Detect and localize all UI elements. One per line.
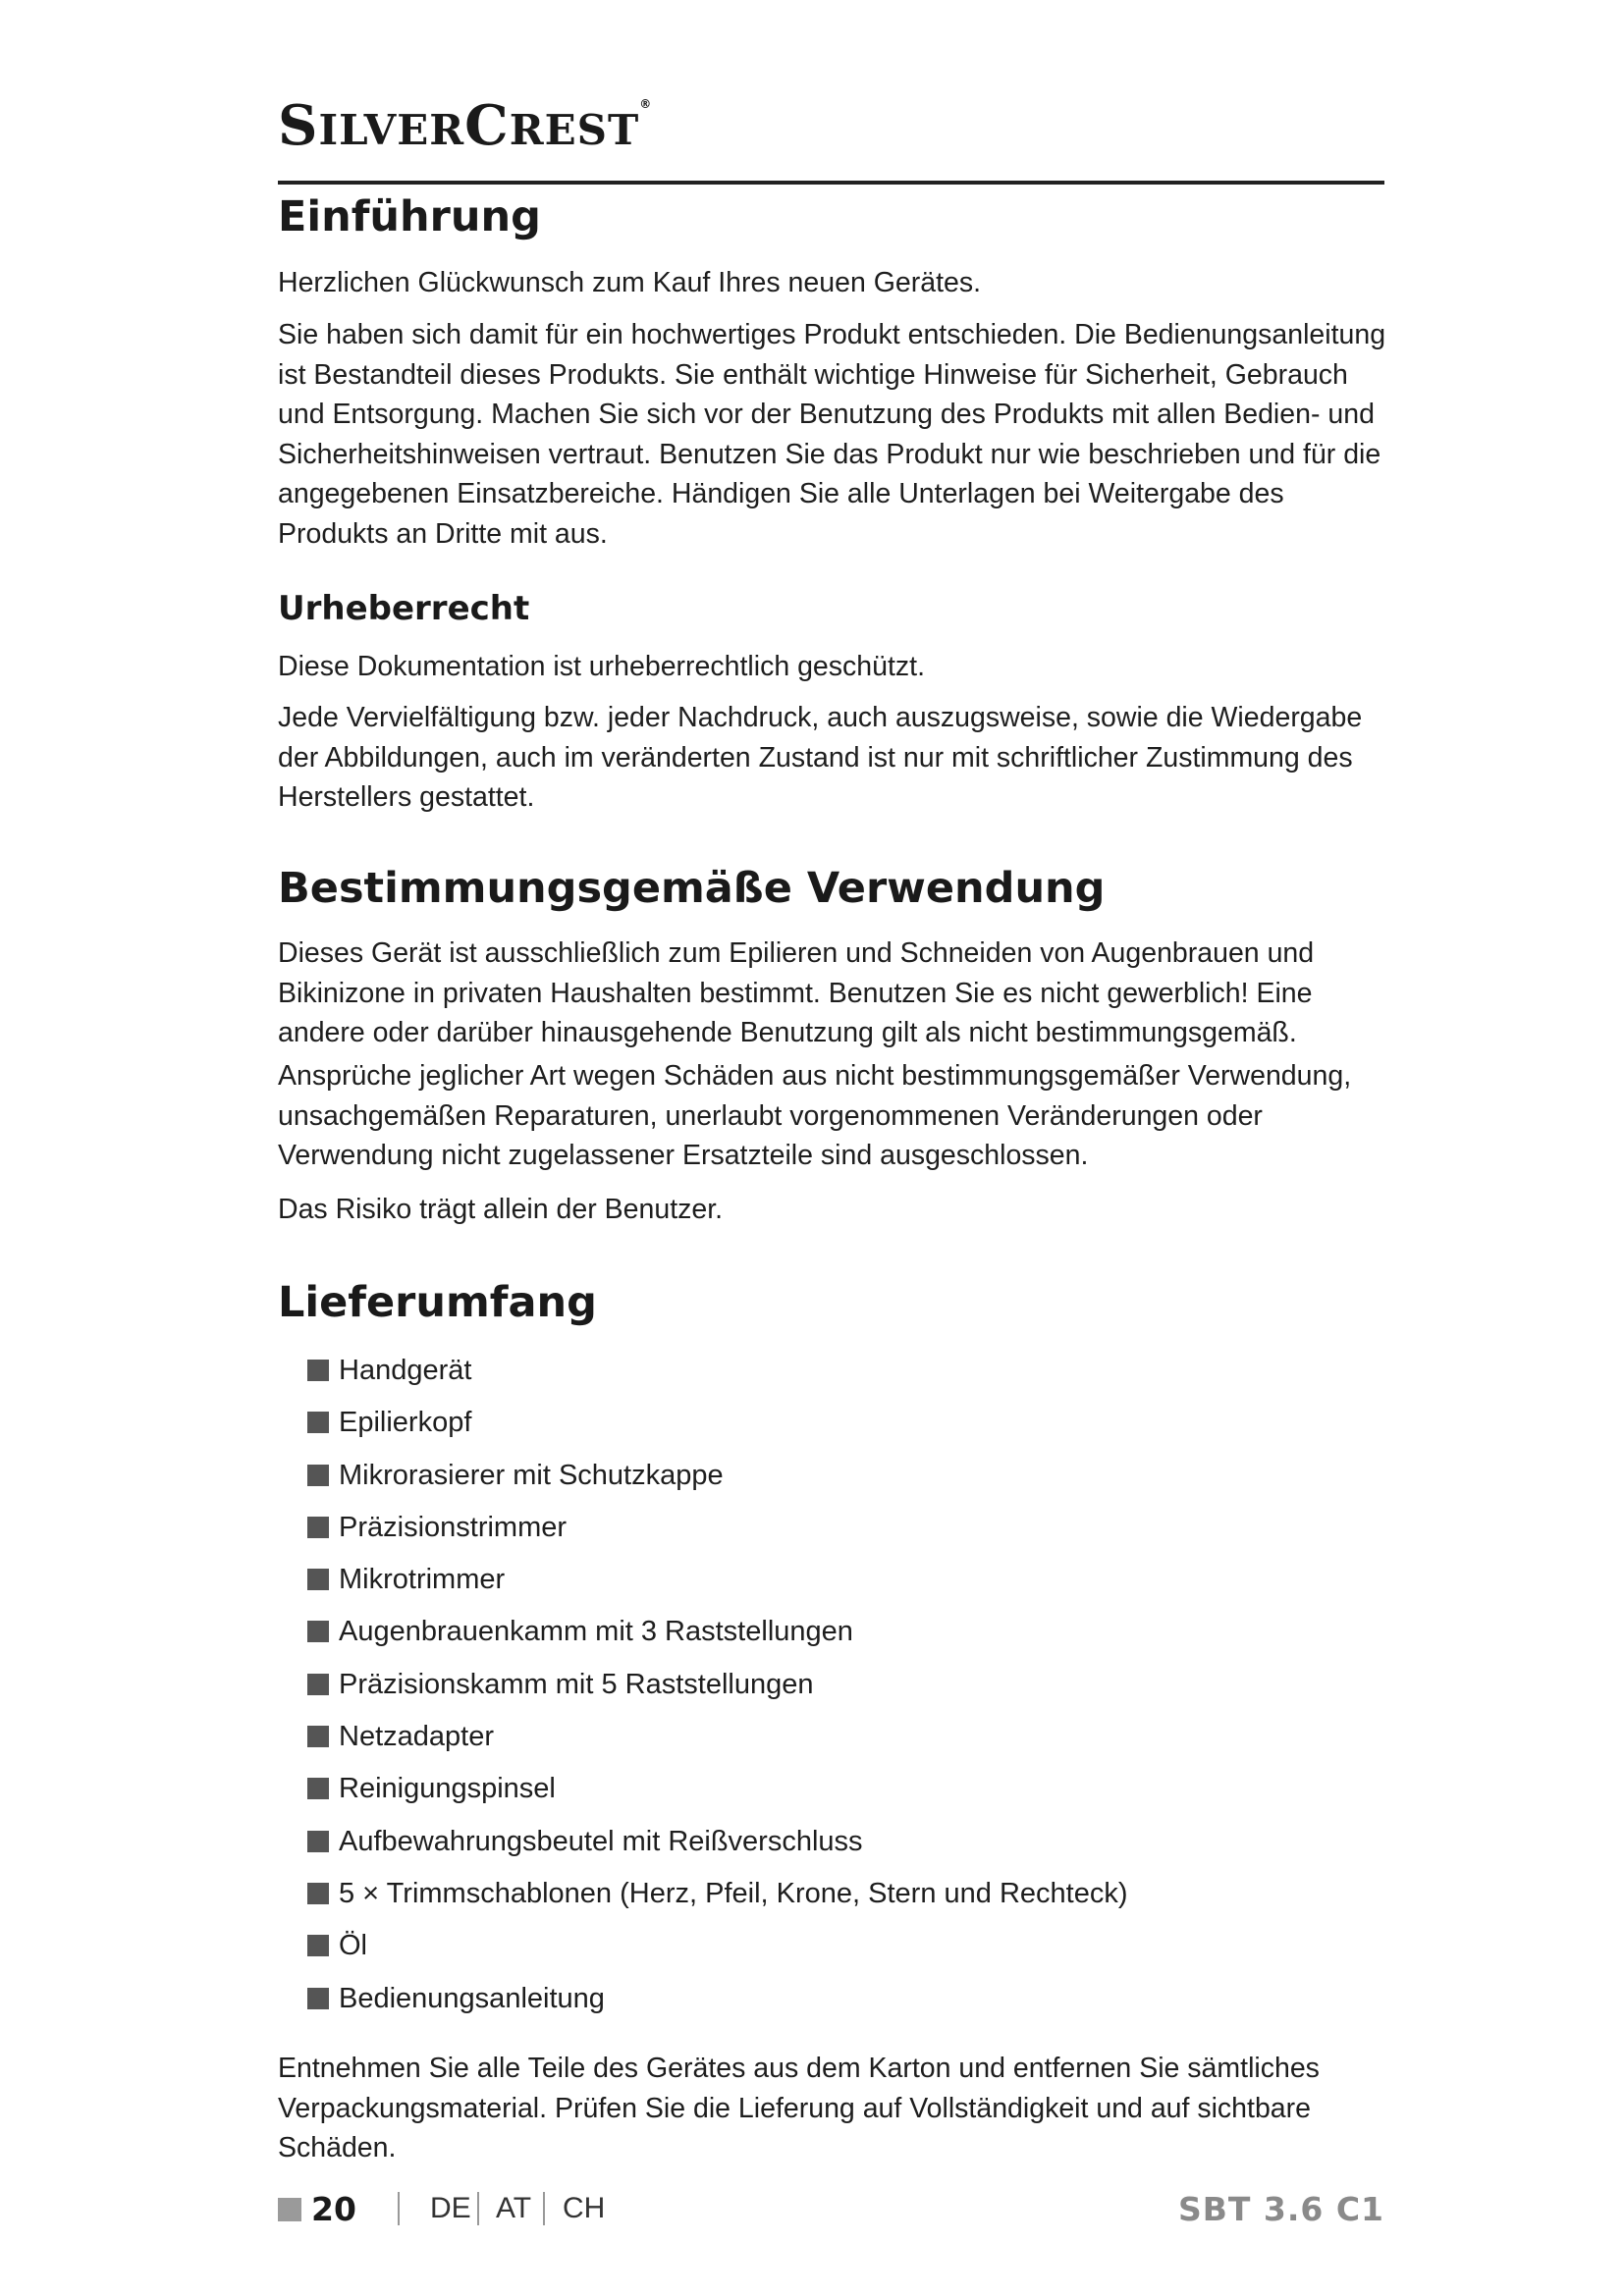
square-bullet-icon <box>307 1621 329 1642</box>
page-footer <box>278 2190 1384 2233</box>
square-bullet-icon <box>307 1988 329 2009</box>
square-bullet-icon <box>307 1360 329 1381</box>
list-item: Handgerät <box>307 1351 1128 1403</box>
square-bullet-icon <box>307 1517 329 1538</box>
brand-logo: SILVERCREST® <box>278 93 653 158</box>
usage-paragraph-3: Das Risiko trägt allein der Benutzer. <box>278 1194 724 1225</box>
copyright-paragraph-2: Jede Vervielfältigung bzw. jeder Nachdruck, auch auszugsweise, sowie die Wiedergabe der Abbildungen, auch im veränderten Zustand ist nur mit schriftlicher Zustimmung des Herstellers gestattet. <box>278 702 1363 814</box>
list-item: Mikrotrimmer <box>307 1560 1128 1612</box>
list-item: Präzisionskamm mit 5 Raststellungen <box>307 1665 1128 1717</box>
section-title-usage: Bestimmungsgemäße Verwendung <box>278 864 1106 913</box>
footer-divider <box>477 2192 479 2225</box>
intro-paragraph-2: Sie haben sich damit für ein hochwertiges Produkt entschieden. Die Bedienungsanleitung ist Bestandteil dieses Produkts. Sie enthält wichtige Hinweise für Sicherheit, Gebrauch und Entsorgung. Machen Sie sich vor der Benutzung des Produkts mit allen Bedien- und Sicherheitshinweisen vertraut. Benutzen Sie das Produkt nur wie beschrieben und für die angegebenen Einsatzbereiche. Händigen Sie alle Unterlagen bei Weitergabe des Produkts an Dritte mit aus. <box>278 319 1386 550</box>
footer-lang-ch: CH <box>563 2192 606 2224</box>
scope-closing-paragraph: Entnehmen Sie alle Teile des Gerätes aus dem Karton und entfernen Sie sämtliches Verpackungsmaterial. Prüfen Sie die Lieferung auf Vollständigkeit und auf sichtbare Schäden. <box>278 2053 1320 2164</box>
model-number: SBT 3.6 C1 <box>1177 2190 1384 2228</box>
copyright-paragraph-1: Diese Dokumentation ist urheberrechtlich geschützt. <box>278 651 925 682</box>
list-item: Aufbewahrungsbeutel mit Reißverschluss <box>307 1822 1128 1874</box>
list-item: Öl <box>307 1926 1128 1978</box>
intro-paragraph-1: Herzlichen Glückwunsch zum Kauf Ihres neuen Gerätes. <box>278 267 982 298</box>
scope-list <box>307 1351 1128 2031</box>
list-item: 5 × Trimmschablonen (Herz, Pfeil, Krone, Stern und Rechteck) <box>307 1874 1128 1926</box>
footer-lang-at: AT <box>496 2192 532 2224</box>
square-bullet-icon <box>307 1935 329 1956</box>
section-title-intro: Einführung <box>278 192 541 241</box>
list-item: Mikrorasierer mit Schutzkappe <box>307 1456 1128 1508</box>
section-title-copyright: Urheberrecht <box>278 589 530 628</box>
square-bullet-icon <box>307 1412 329 1433</box>
list-item: Präzisionstrimmer <box>307 1508 1128 1560</box>
usage-paragraph-1: Dieses Gerät ist ausschließlich zum Epilieren und Schneiden von Augenbrauen und Bikinizone in privaten Haushalten bestimmt. Benutzen Sie es nicht gewerblich! Eine andere oder darüber hinausgehende Benutzung gilt als nicht bestimmungsgemäß. <box>278 937 1315 1049</box>
square-bullet-icon <box>307 1569 329 1590</box>
footer-lang-de: DE <box>430 2192 471 2224</box>
square-bullet-icon <box>307 1883 329 1904</box>
list-item: Reinigungspinsel <box>307 1769 1128 1821</box>
square-bullet-icon <box>307 1674 329 1695</box>
footer-divider <box>398 2192 400 2225</box>
square-bullet-icon <box>307 1831 329 1852</box>
square-bullet-icon <box>307 1726 329 1747</box>
square-bullet-icon <box>307 1465 329 1486</box>
header-rule <box>278 181 1384 185</box>
square-bullet-icon <box>307 1778 329 1799</box>
list-item: Bedienungsanleitung <box>307 1979 1128 2031</box>
footer-square-icon <box>278 2198 301 2221</box>
list-item: Netzadapter <box>307 1717 1128 1769</box>
page-number: 20 <box>311 2190 356 2228</box>
footer-divider <box>543 2192 545 2225</box>
section-title-scope: Lieferumfang <box>278 1278 597 1327</box>
usage-paragraph-2: Ansprüche jeglicher Art wegen Schäden aus nicht bestimmungsgemäßer Verwendung, unsachgemäßen Reparaturen, unerlaubt vorgenommenen Veränderungen oder Verwendung nicht zugelassener Ersatzteile sind ausgeschlossen. <box>278 1060 1352 1172</box>
list-item: Epilierkopf <box>307 1403 1128 1455</box>
list-item: Augenbrauenkamm mit 3 Raststellungen <box>307 1612 1128 1664</box>
